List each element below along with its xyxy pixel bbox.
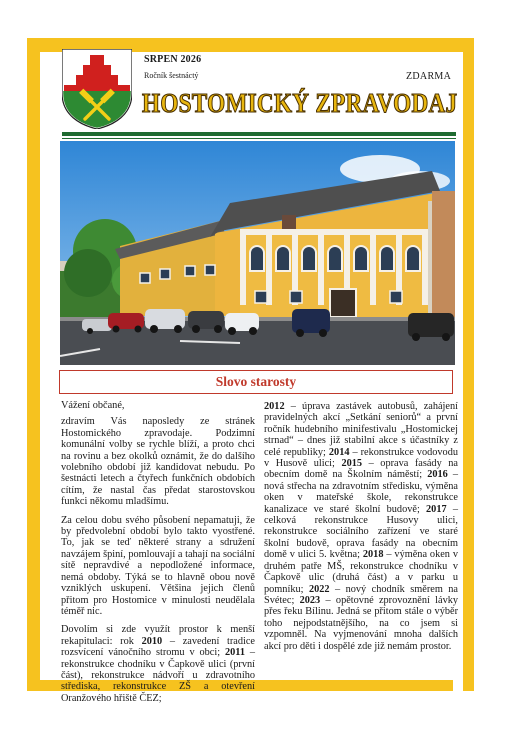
masthead-rule-thin (62, 138, 456, 139)
municipal-coat-of-arms-icon (62, 49, 132, 129)
recap-text: – opětovné zprovoznění lávky přes řeku Bílinu. Jedná se přitom stále o výběr toho nejpodstatnějšího, na co jsem si vzpomněl. Na vyjmenování mnoha dalších akcí pro děti i dospělé zde již nemám prostor. (264, 594, 459, 652)
masthead-rule (62, 132, 456, 136)
price-label: ZDARMA (406, 71, 452, 82)
recap-year: 2011 (224, 647, 245, 659)
recap-text: – zavedení tradice rozsvícení vánočního stromu v obci; (61, 635, 256, 659)
masthead-title: HOSTOMICKÝ ZPRAVODAJ (142, 88, 458, 118)
recap-year: 2016 (427, 469, 448, 481)
article-paragraph (61, 624, 255, 704)
page-frame-right (463, 38, 474, 691)
recap-year: 2023 (299, 594, 321, 606)
recap-text: – nový chodník směrem na Svétec; (264, 583, 459, 606)
recap-year: 2017 (426, 503, 447, 515)
town-hall-building-photo (60, 141, 455, 365)
issue-date: SRPEN 2026 (144, 54, 202, 65)
recap-year: 2022 (308, 583, 330, 595)
page-frame-left (27, 38, 40, 691)
recap-year: 2010 (141, 635, 163, 647)
issue-volume: Ročník šestnáctý (144, 71, 199, 80)
article-paragraph: zdravím Vás naposledy ze stránek Hostomického zpravodaje. Podzimní komunální volby se rychle blíží, a proto chci na rovinu a bez okolků oznámit, že do dalšího volebního období již kandidovat nebudu. Po šestnácti letech a čtyřech funkčních obdobích cítím, že nastal čas předat starostovskou funkci někomu mladšímu. (61, 416, 255, 508)
section-title: Slovo starosty (59, 370, 453, 394)
recap-text: – rekonstrukce vodovodu v Husově ulici; (264, 446, 458, 470)
recap-text: – rekonstrukce chodníku v Čapkově ulici (první část), rekonstrukce nádvoří u zdravotního střediska, rekonstrukce ZŠ a otevření Oranžového hřiště ČEZ; (61, 647, 256, 704)
article-paragraph: Za celou dobu svého působení nepamatuji, že by předvolební období bylo takto vyostřené. To, jak se teď některé strany a sdružení navzájem špiní, pomlouvají a tahají na sociální sítě nepravdivé a nepodložené informace, nemá obdoby. Týká se to hlavně obou nově vzniklých uskupení. Většina jejich členů přitom pro Hostomice v minulosti neudělala téměř nic. (61, 514, 255, 617)
recap-text: – celková rekonstrukce Husovy ulici, rekonstrukce sociálního zařízení ve staré školní budově, oprava fasády na obecním domě v ulici 5. května; (264, 503, 458, 561)
recap-text: – oprava fasády na obecním domě na Školním náměstí; (264, 458, 459, 481)
recap-year: 2012 (264, 401, 285, 412)
recap-year: 2014 (328, 446, 350, 458)
article-column-left (61, 400, 255, 711)
newsletter-page (40, 52, 463, 704)
article-salutation: Vážení občané, (61, 400, 125, 411)
recap-text: – výměna oken v druhém patře MŠ, rekonstrukce chodníku v Čapkově ulic (druhá část) a v parku u pomníku; (264, 549, 458, 595)
recap-intro: Dovolím si zde využít prostor k menší rekapitulaci: rok (61, 624, 255, 647)
recap-text: – nová střecha na zdravotním středisku, výměna oken v mateřské škole, rekonstrukce kanalizace ve staré školní budově; (264, 469, 459, 515)
recap-year: 2015 (341, 458, 363, 470)
recap-year: 2018 (362, 549, 384, 561)
article-paragraph (264, 401, 458, 652)
article-column-right (264, 401, 458, 652)
recap-text: – úprava zastávek autobusů, zahájení pravidelných akcí „Setkání seniorů“ a první ročník hudebního minifestivalu „Hostomickej strnad“ – dnes již stabilní akce s účastníky z celé republiky; (264, 401, 458, 458)
